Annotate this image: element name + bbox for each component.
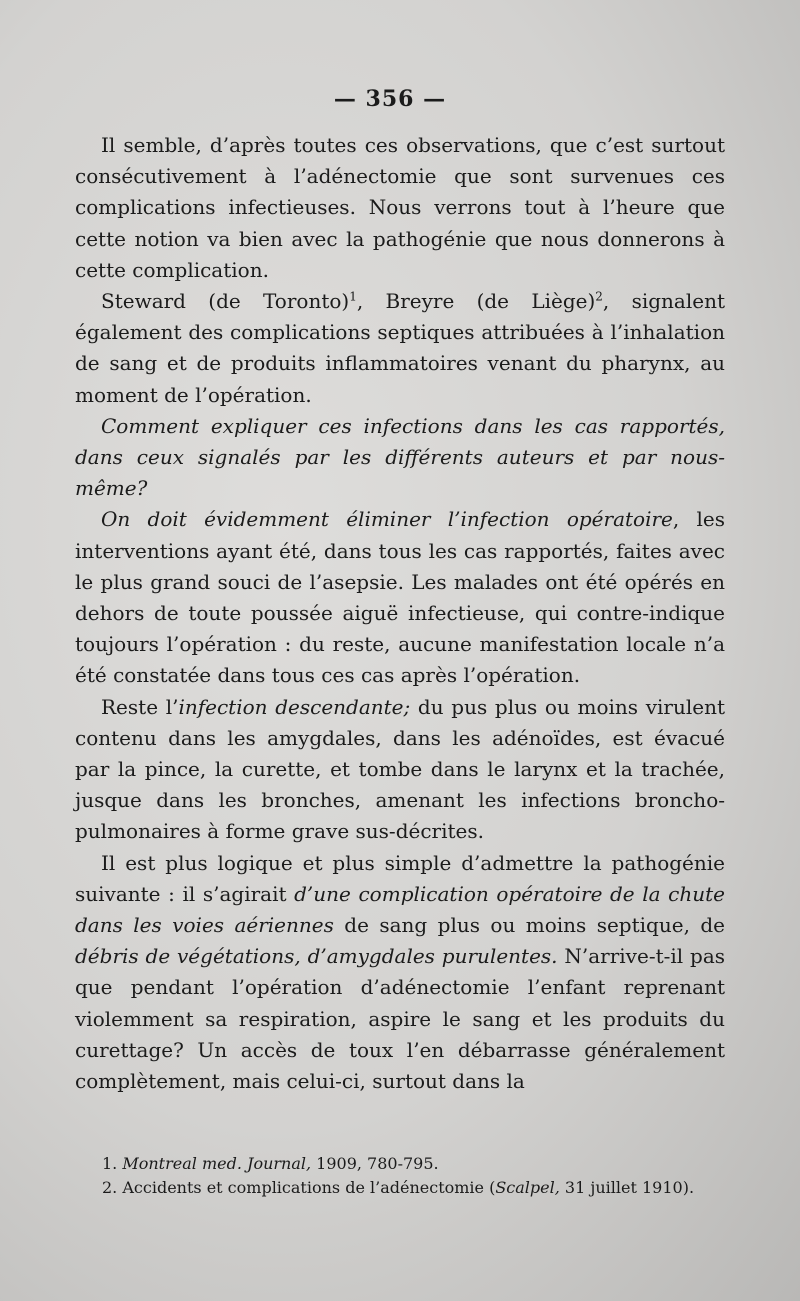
paragraph-2-text-b: , Breyre (de Liège) — [356, 289, 596, 314]
paragraph-6-text-a: Il est plus logique et plus simple d’admettre la pathogénie suivante : il s’agirait — [75, 850, 725, 906]
footnote-ref-2: 2 — [595, 289, 603, 304]
footnote-2-text-b: 31 juillet 1910). — [559, 1178, 695, 1197]
paragraph-6-italic-1: d’une complication opératoire de la chute dans les voies aériennes — [75, 881, 725, 938]
footnotes — [80, 1152, 725, 1200]
page-number: — 356 — — [333, 86, 447, 112]
paragraph-2-text-a: Steward (de Toronto) — [101, 289, 350, 314]
footnote-1-number: 1. — [102, 1154, 123, 1173]
paragraph-6-text-b: de sang plus ou moins septique, de — [333, 913, 725, 938]
footnote-2-journal: Scalpel, — [495, 1178, 560, 1197]
paragraph-6-italic-2: débris de végétations, d’amygdales purulentes. — [75, 944, 558, 969]
body-text — [75, 130, 725, 1097]
footnote-1-text: 1909, 780-795. — [311, 1154, 439, 1173]
footnote-ref-1: 1 — [349, 289, 357, 304]
paragraph-2 — [75, 286, 725, 411]
paragraph-3-question: Comment expliquer ces infections dans les cas rapportés, dans ceux signalés par les différents auteurs et par nous-même? — [75, 413, 725, 501]
footnote-2 — [80, 1176, 725, 1200]
footnote-1-journal: Montreal med. Journal, — [122, 1154, 312, 1173]
footnote-2-text-a: Accidents et complications de l’adénectomie ( — [122, 1178, 496, 1197]
paragraph-5 — [75, 692, 725, 848]
paragraph-6 — [75, 848, 725, 1098]
paragraph-4-text: , les interventions ayant été, dans tous les cas rapportés, faites avec le plus grand souci de l’asepsie. Les malades ont été opérés en dehors de toute poussée aiguë infectieuse, qui contre-indique toujours l’opération : du reste, aucune manifestation locale n’a été constatée dans tous ces cas après l’opération. — [75, 507, 725, 688]
paragraph-2-text-c: , signalent également des complications septiques attribuées à l’inhalation de sang et de produits inflammatoires venant du pharynx, au moment de l’opération. — [75, 289, 725, 407]
paragraph-6-text-c: N’arrive-t-il pas que pendant l’opération d’adénectomie l’enfant reprenant violemment sa respiration, aspire le sang et les produits du curettage? Un accès de toux l’en débarrasse généralement complètement, mais celui-ci, surtout dans la — [75, 944, 726, 1094]
paragraph-5-text-b: du pus plus ou moins virulent contenu dans les amygdales, dans les adénoïdes, est évacué par la pince, la curette, et tombe dans le larynx et la trachée, jusque dans les bronches, amenant les infections broncho-pulmonaires à forme grave sus-décrites. — [75, 694, 725, 844]
paragraph-1: Il semble, d’après toutes ces observations, que c’est surtout consécutivement à l’adénectomie que sont survenues ces complications infectieuses. Nous verrons tout à l’heure que cette notion va bien avec la pathogénie que nous donnerons à cette complication. — [75, 133, 725, 282]
paragraph-5-italic: infection descendante; — [178, 694, 411, 719]
paragraph-4 — [75, 504, 725, 691]
footnote-2-number: 2. — [102, 1178, 123, 1197]
paragraph-4-italic: On doit évidemment éliminer l’infection opératoire — [101, 507, 673, 532]
paragraph-5-text-a: Reste l’ — [101, 694, 179, 719]
footnote-1 — [80, 1152, 725, 1176]
